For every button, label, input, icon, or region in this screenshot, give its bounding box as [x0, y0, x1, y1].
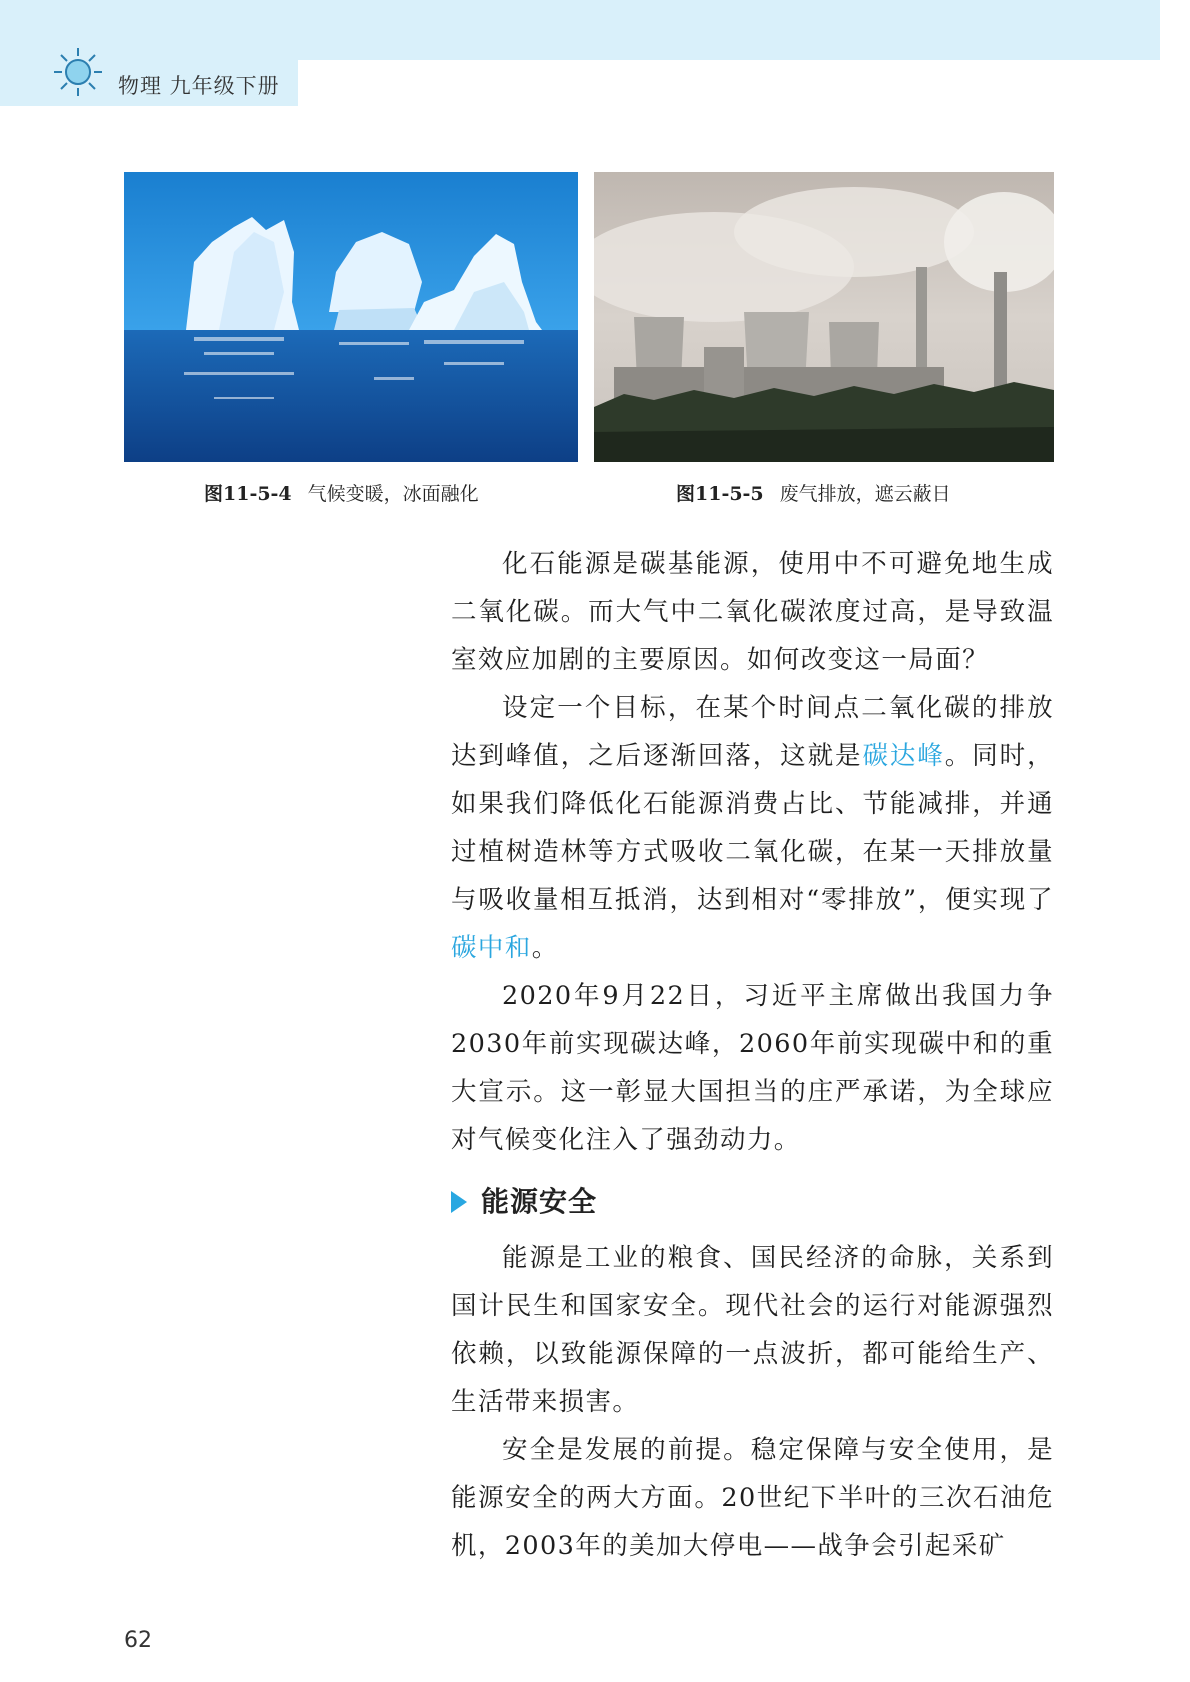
paragraph-national-pledge: 2020年9月22日，习近平主席做出我国力争2030年前实现碳达峰，2060年前实现碳中和的重大宣示。这一彰显大国担当的庄严承诺，为全球应对气候变化注入了强劲动力。	[451, 981, 1054, 1155]
figure-number: 图11-5-4	[204, 483, 292, 505]
paragraph-text: 。同时，如果我们降低化石能源消费占比、节能减排，并通过植树造林等方式吸收二氧化碳，在某一天排放量与吸收量相互抵消，达到相对“零排放”，便实现了	[451, 741, 1054, 915]
body-text	[451, 540, 1054, 1570]
paragraph-energy-importance: 能源是工业的粮食、国民经济的命脉，关系到国计民生和国家安全。现代社会的运行对能源强烈依赖，以致能源保障的一点波折，都可能给生产、生活带来损害。	[451, 1243, 1054, 1417]
smokestack-photo	[594, 172, 1054, 462]
paragraph-carbon-emissions: 化石能源是碳基能源，使用中不可避免地生成二氧化碳。而大气中二氧化碳浓度过高，是导致温室效应加剧的主要原因。如何改变这一局面？	[451, 549, 1054, 675]
section-title: 能源安全	[481, 1185, 598, 1218]
book-title: 物理 九年级下册	[118, 74, 280, 98]
section-heading	[451, 1172, 1054, 1232]
figure-caption-text: 废气排放，遮云蔽日	[779, 483, 951, 505]
term-carbon-neutrality: 碳中和	[451, 933, 532, 963]
paragraph-text: 设定一个目标，在某个时间点二氧化碳的排放达到峰值，之后逐渐回落，这就是	[451, 693, 1054, 771]
term-carbon-peak: 碳达峰	[862, 741, 945, 771]
figure-number: 图11-5-5	[676, 483, 764, 505]
figure-caption-text: 气候变暖，冰面融化	[307, 483, 479, 505]
paragraph-energy-safety: 安全是发展的前提。稳定保障与安全使用，是能源安全的两大方面。20世纪下半叶的三次石油危机，2003年的美加大停电——战争会引起采矿	[451, 1435, 1054, 1561]
sun-icon	[52, 46, 104, 98]
paragraph-text: 。	[531, 933, 559, 963]
paragraph-carbon-peak-neutrality	[451, 684, 1054, 972]
header-band	[0, 0, 1160, 60]
iceberg-photo	[124, 172, 578, 462]
page-number: 62	[124, 1628, 152, 1653]
figure-caption	[676, 479, 951, 506]
figure-caption	[204, 479, 479, 506]
arrow-icon	[451, 1191, 467, 1213]
